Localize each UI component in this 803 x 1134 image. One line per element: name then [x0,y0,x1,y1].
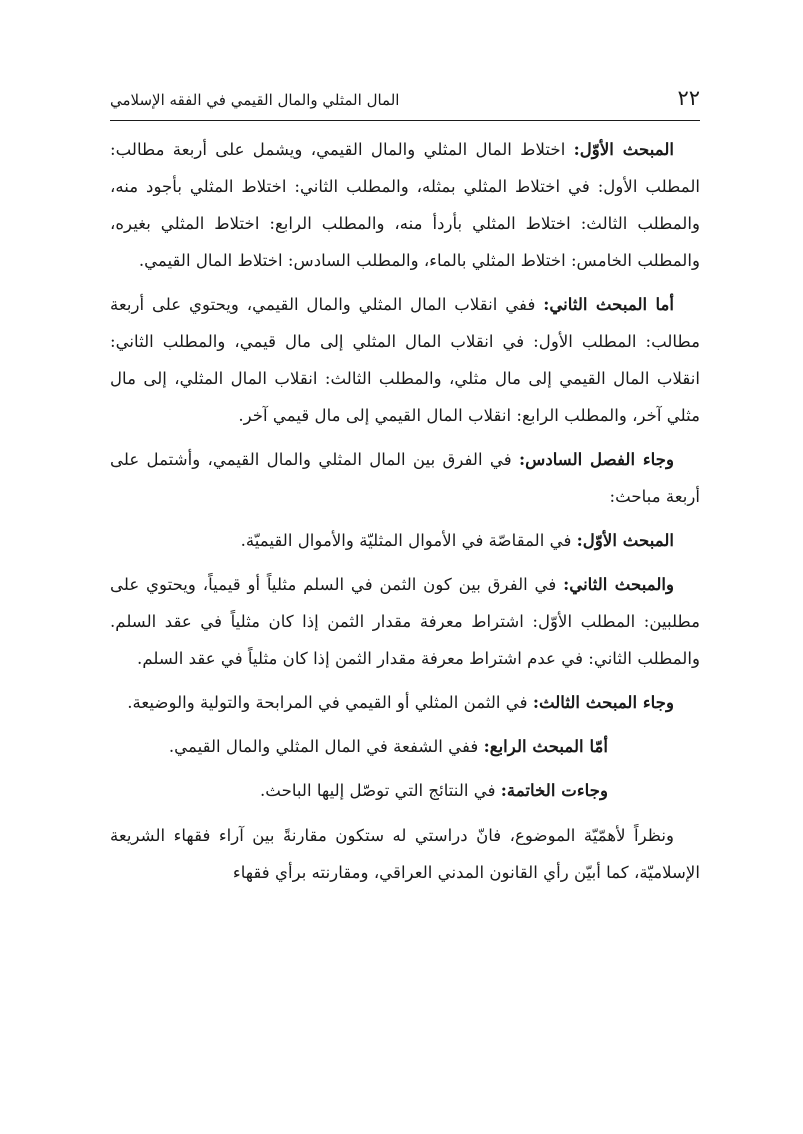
page-number: ٢٢ [677,86,700,110]
paragraph-text: اختلاط المال المثلي والمال القيمي، ويشمل على أربعة مطالب: المطلب الأول: في اختلاط المثلي بمثله، والمطلب الثاني: اختلاط المثلي بأجود منه، والمطلب الثالث: اختلاط المثلي بأردأ منه، والمطلب الرابع: اختلاط المثلي بغيره، والمطلب الخامس: اختلاط المثلي بالماء، والمطلب السادس: اختلاط المال القيمي. [110,140,700,270]
paragraph-1 [110,131,700,279]
paragraph-6 [110,684,700,721]
paragraph-2 [110,286,700,434]
paragraph-text: ففي الشفعة في المال المثلي والمال القيمي. [168,737,484,756]
paragraph-lead: وجاء الفصل السادس: [518,449,675,469]
paragraph-text: ففي انقلاب المال المثلي والمال القيمي، ويحتوي على أربعة مطالب: المطلب الأول: في انقلاب المال المثلي إلى مال قيمي، والمطلب الثاني: انقلاب المال القيمي إلى مال مثلي، والمطلب الثالث: انقلاب المال المثلي، إلى مال مثلي آخر، والمطلب الرابع: انقلاب المال القيمي إلى مال قيمي آخر. [110,295,700,425]
paragraph-lead: المبحث الأوّل: [576,530,674,550]
paragraph-text: في الثمن المثلي أو القيمي في المرابحة والتولية والوضيعة. [127,693,533,712]
running-title: المال المثلي والمال القيمي في الفقه الإسلامي [110,91,400,109]
paragraph-4 [110,522,700,559]
paragraph-7 [110,728,700,765]
paragraph-text: ونظراً لأهمّيّة الموضوع، فانّ دراستي له ستكون مقارنةً بين آراء فقهاء الشريعة الإسلاميّة، كما أبيّن رأي القانون المدني العراقي، ومقارنته برأي فقهاء [110,826,700,882]
paragraph-text: في الفرق بين كون الثمن في السلم مثلياً أو قيمياً، ويحتوي على مطلبين: المطلب الأوّل: اشتراط معرفة مقدار الثمن إذا كان مثلياً في عقد السلم. والمطلب الثاني: في عدم اشتراط معرفة مقدار الثمن إذا كان مثلياً في عقد السلم. [110,575,700,668]
paragraph-9 [110,817,700,891]
paragraph-lead: والمبحث الثاني: [563,574,674,594]
paragraph-text: في المقاصّة في الأموال المثليّة والأموال القيميّة. [240,531,577,550]
paragraph-5 [110,566,700,677]
paragraph-text: في النتائج التي توصّل إليها الباحث. [260,781,501,800]
paragraph-lead: أمّا المبحث الرابع: [483,736,608,756]
paragraph-text: في الفرق بين المال المثلي والمال القيمي، وأشتمل على أربعة مباحث: [110,450,700,506]
paragraph-lead: وجاء المبحث الثالث: [532,692,674,712]
paragraph-8 [110,772,700,809]
paragraph-lead: المبحث الأوّل: [573,139,674,159]
body-text [110,131,700,891]
paragraph-lead: أما المبحث الثاني: [543,294,675,314]
paragraph-lead: وجاءت الخاتمة: [500,780,608,800]
page-header [110,86,700,121]
paragraph-3 [110,441,700,515]
page [110,86,700,898]
